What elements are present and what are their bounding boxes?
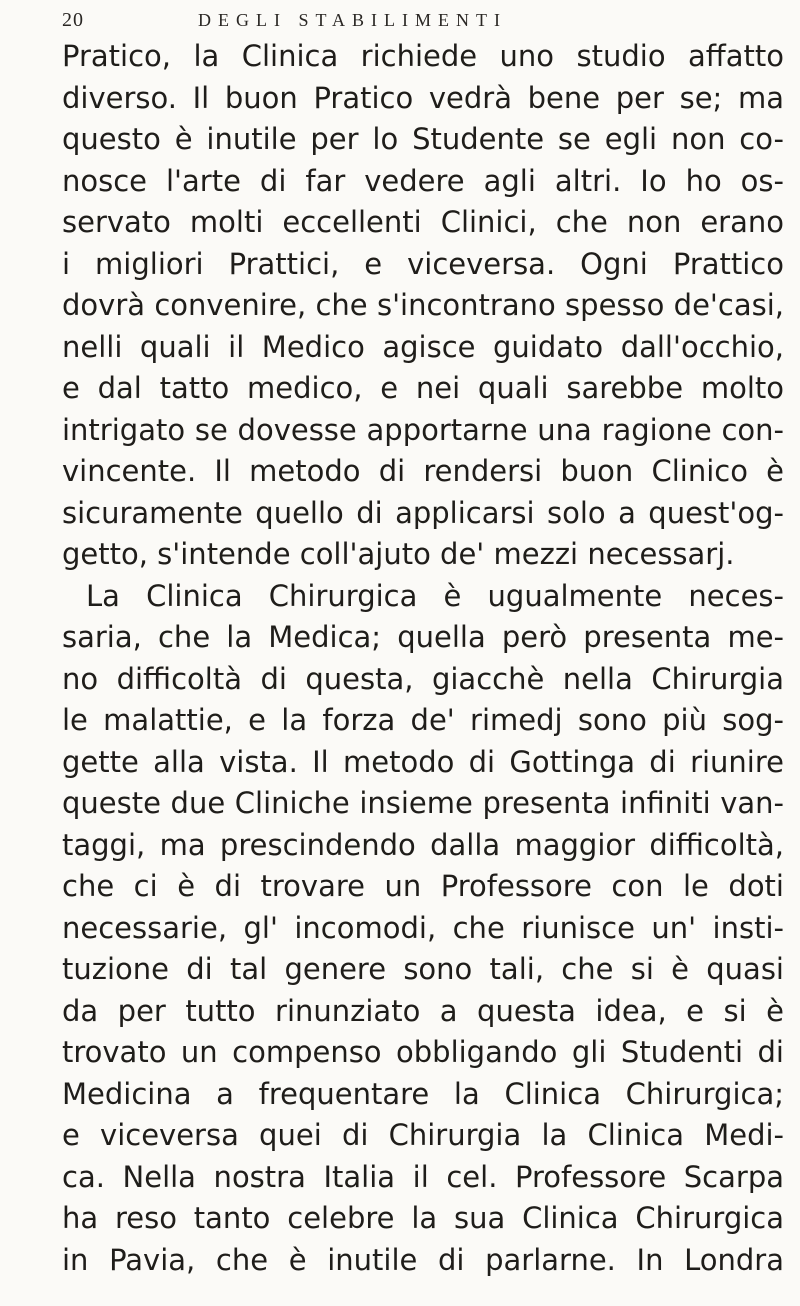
text-line-19: queste due Cliniche insieme presenta infiniti van- bbox=[62, 786, 784, 820]
text-line-17: le malattie, e la forza de' rimedj sono più sog- bbox=[62, 703, 784, 737]
text-line-15: saria, che la Medica; quella però presenta me- bbox=[62, 620, 784, 654]
body-text bbox=[62, 36, 784, 1281]
text-line-27: e viceversa quei di Chirurgia la Clinica Medi- bbox=[62, 1118, 784, 1152]
text-line-7: dovrà convenire, che s'incontrano spesso de'casi, bbox=[62, 288, 784, 322]
text-line-26: Medicina a frequentare la Clinica Chirurgica; bbox=[62, 1076, 784, 1111]
text-line-3: questo è inutile per lo Studente se egli non co- bbox=[62, 122, 784, 156]
text-line-11: vincente. Il metodo di rendersi buon Clinico è bbox=[62, 454, 784, 488]
text-line-23: tuzione di tal genere sono tali, che si è quasi bbox=[62, 952, 784, 986]
text-line-6: i migliori Prattici, e viceversa. Ogni Prattico bbox=[62, 246, 784, 281]
text-line-29: ha reso tanto celebre la sua Clinica Chirurgica bbox=[62, 1201, 784, 1235]
text-line-14: La Clinica Chirurgica è ugualmente neces- bbox=[86, 578, 784, 613]
text-line-10: intrigato se dovesse apportarne una ragione con- bbox=[62, 412, 784, 447]
text-line-2: diverso. Il buon Pratico vedrà bene per se; ma bbox=[62, 80, 784, 115]
text-line-21: che ci è di trovare un Professore con le doti bbox=[62, 869, 784, 903]
text-line-8: nelli quali il Medico agisce guidato dall'occhio, bbox=[62, 329, 784, 364]
running-head bbox=[62, 8, 760, 32]
text-line-13: getto, s'intende coll'ajuto de' mezzi necessarj. bbox=[62, 537, 735, 571]
text-line-22: necessarie, gl' incomodi, che riunisce un' insti- bbox=[62, 910, 784, 945]
text-line-5: servato molti eccellenti Clinici, che non erano bbox=[62, 205, 784, 239]
page-number: 20 bbox=[62, 9, 84, 31]
text-line-20: taggi, ma prescindendo dalla maggior difficoltà, bbox=[62, 827, 784, 862]
text-line-24: da per tutto rinunziato a questa idea, e si è bbox=[62, 993, 784, 1028]
text-line-30: in Pavia, che è inutile di parlarne. In Londra bbox=[62, 1242, 784, 1277]
text-line-9: e dal tatto medico, e nei quali sarebbe molto bbox=[62, 371, 784, 405]
text-line-28: ca. Nella nostra Italia il cel. Professore Scarpa bbox=[62, 1159, 784, 1194]
text-line-4: nosce l'arte di far vedere agli altri. Io ho os- bbox=[62, 163, 784, 198]
text-line-18: gette alla vista. Il metodo di Gottinga di riunire bbox=[62, 744, 784, 779]
text-line-25: trovato un compenso obbligando gli Studenti di bbox=[62, 1035, 784, 1069]
running-title: DEGLI STABILIMENTI bbox=[198, 10, 508, 30]
text-line-1: Pratico, la Clinica richiede uno studio affatto bbox=[62, 39, 784, 73]
text-line-16: no difficoltà di questa, giacchè nella Chirurgia bbox=[62, 661, 784, 696]
text-line-12: sicuramente quello di applicarsi solo a quest'og- bbox=[62, 495, 784, 530]
